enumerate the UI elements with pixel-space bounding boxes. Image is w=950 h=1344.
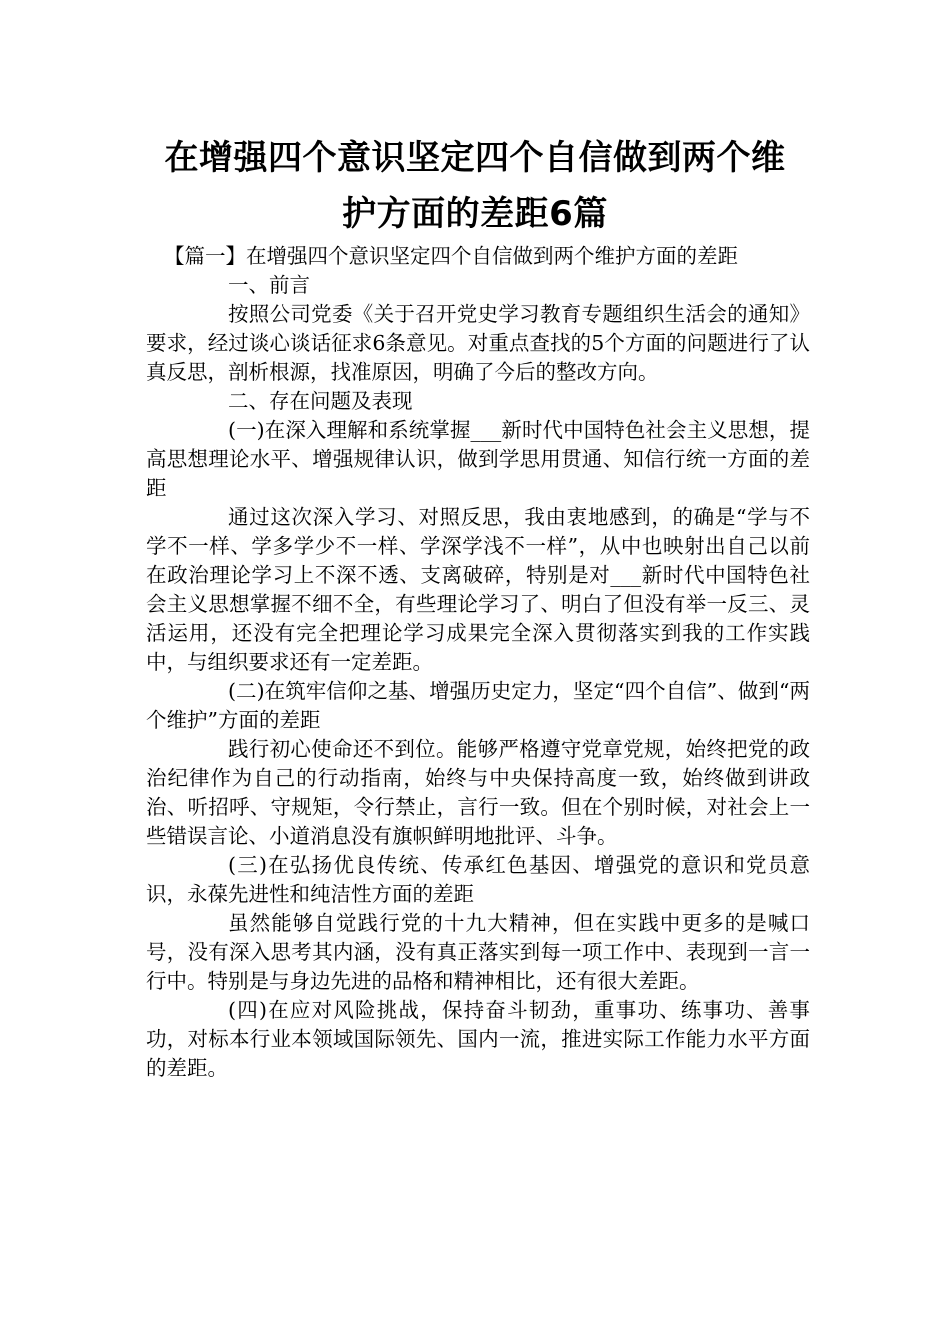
document-title-line-1: 在增强四个意识坚定四个自信做到两个维 [164, 138, 786, 178]
subheading-3: (三)在弘扬优良传统、传承红色基因、增强党的意识和党员意识，永葆先进性和纯洁性方面的差距 [146, 853, 810, 906]
document-title-line-2: 护方面的差距6篇 [342, 194, 608, 234]
subheading-2: (二)在筑牢信仰之基、增强历史定力，坚定“四个自信”、做到“两个维护”方面的差距 [146, 679, 810, 732]
chapter-heading: 【篇一】在增强四个意识坚定四个自信做到两个维护方面的差距 [164, 244, 738, 268]
paragraph-preface: 按照公司党委《关于召开党史学习教育专题组织生活会的通知》要求，经过谈心谈话征求6条意见。对重点查找的5个方面的问题进行了认真反思，剖析根源，找准原因，明确了今后的整改方向。 [146, 302, 810, 384]
document-body [146, 242, 810, 1083]
section-heading-preface: 一、前言 [228, 273, 310, 297]
section-heading-problems: 二、存在问题及表现 [228, 389, 413, 413]
subheading-1: (一)在深入理解和系统掌握___新时代中国特色社会主义思想，提高思想理论水平、增强规律认识，做到学思用贯通、知信行统一方面的差距 [146, 418, 810, 500]
subheading-4: (四)在应对风险挑战，保持奋斗韧劲，重事功、练事功、善事功，对标本行业本领域国际领先、国内一流，推进实际工作能力水平方面的差距。 [146, 998, 810, 1080]
paragraph-3: 虽然能够自觉践行党的十九大精神，但在实践中更多的是喊口号，没有深入思考其内涵，没有真正落实到每一项工作中、表现到一言一行中。特别是与身边先进的品格和精神相比，还有很大差距。 [146, 911, 810, 993]
paragraph-2: 践行初心使命还不到位。能够严格遵守党章党规，始终把党的政治纪律作为自己的行动指南，始终与中央保持高度一致，始终做到讲政治、听招呼、守规矩，令行禁止，言行一致。但在个别时候，对社会上一些错误言论、小道消息没有旗帜鲜明地批评、斗争。 [146, 737, 810, 848]
paragraph-1: 通过这次深入学习、对照反思，我由衷地感到，的确是“学与不学不一样、学多学少不一样、学深学浅不一样”，从中也映射出自己以前在政治理论学习上不深不透、支离破碎，特别是对___新时代中国特色社会主义思想掌握不细不全，有些理论学习了、明白了但没有举一反三、灵活运用，还没有完全把理论学习成果完全深入贯彻落实到我的工作实践中，与组织要求还有一定差距。 [146, 505, 810, 674]
